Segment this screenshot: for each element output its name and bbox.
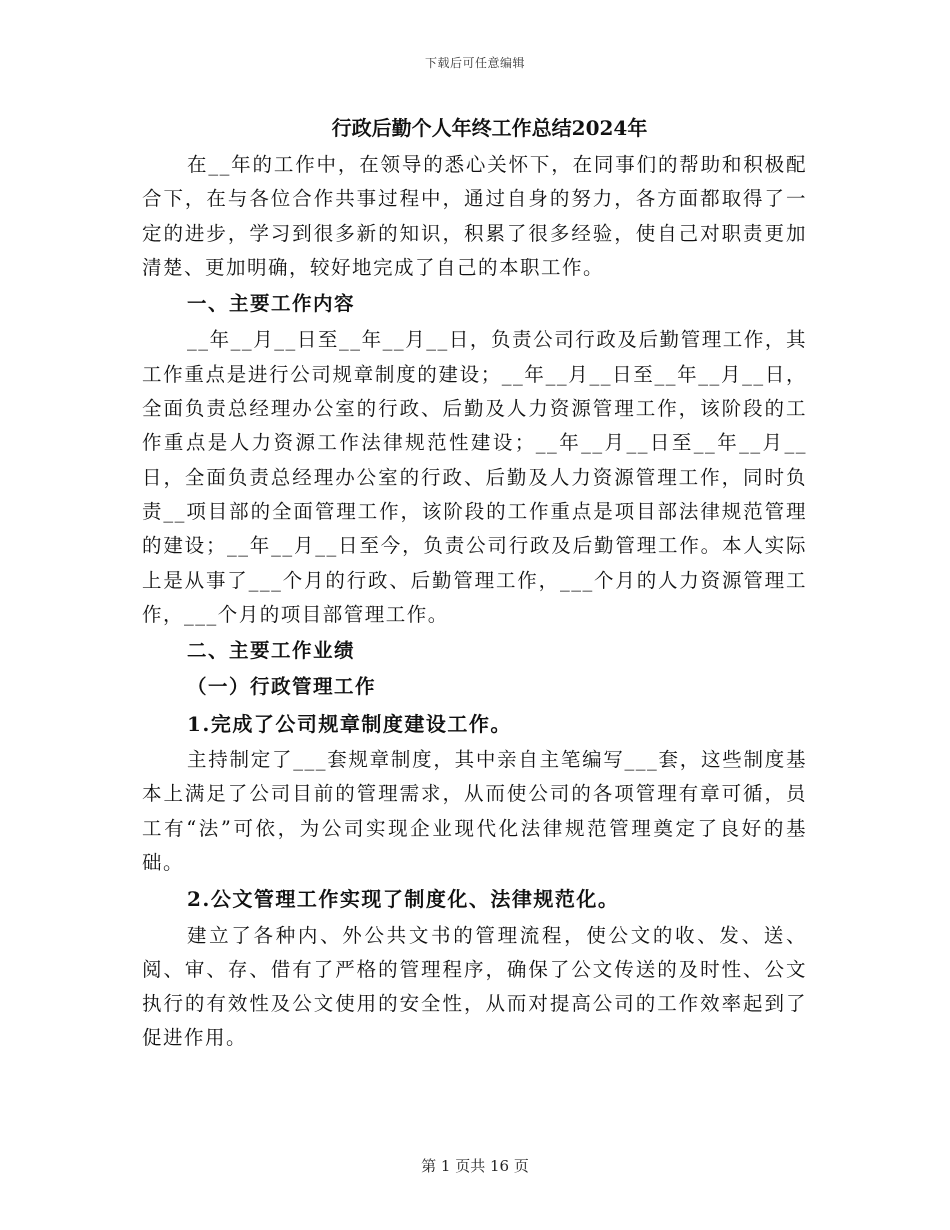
item-heading-regulations: 1.完成了公司规章制度建设工作。 (187, 711, 512, 736)
page-header: 下载后可任意编辑 (424, 56, 525, 70)
section-heading-main-work: 一、主要工作内容 (187, 292, 356, 316)
item-body-regulations: 主持制定了___套规章制度，其中亲自主笔编写___套，这些制度基本上满足了公司目前的管理需求，从而使公司的各项管理有章可循，员工有“法”可依，为公司实现企业现代化法律规范管理奠定了良好的基础。 (142, 748, 807, 874)
page-footer: 第 1 页共 16 页 (421, 1157, 529, 1175)
intro-paragraph: 在__年的工作中，在领导的悉心关怀下，在同事们的帮助和积极配合下，在与各位合作共事过程中，通过自身的努力，各方面都取得了一定的进步，学习到很多新的知识，积累了很多经验，使自己对职责更加清楚、更加明确，较好地完成了自己的本职工作。 (142, 153, 807, 279)
section-heading-achievements: 二、主要工作业绩 (187, 639, 356, 663)
subsection-heading-admin: （一）行政管理工作 (187, 675, 377, 699)
document-body (142, 112, 807, 1056)
item-body-documents: 建立了各种内、外公共文书的管理流程，使公文的收、发、送、阅、审、存、借有了严格的管理程序，确保了公文传送的及时性、公文执行的有效性及公文使用的安全性，从而对提高公司的工作效率起到了促进作用。 (142, 923, 807, 1050)
item-heading-documents: 2.公文管理工作实现了制度化、法律规范化。 (187, 887, 620, 912)
section-body-main-work: __年__月__日至__年__月__日，负责公司行政及后勤管理工作，其工作重点是进行公司规章制度的建设；__年__月__日至__年__月__日，全面负责总经理办公室的行政、后勤及人力资源管理工作，该阶段的工作重点是人力资源工作法律规范性建设；__年__月__日至__年__月__日，全面负责总经理办公室的行政、后勤及人力资源管理工作，同时负责__项目部的全面管理工作，该阶段的工作重点是项目部法律规范管理的建设；__年__月__日至今，负责公司行政及后勤管理工作。本人实际上是从事了___个月的行政、后勤管理工作，___个月的人力资源管理工作，___个月的项目部管理工作。 (142, 328, 807, 626)
document-title: 行政后勤个人年终工作总结2024年 (331, 116, 648, 140)
